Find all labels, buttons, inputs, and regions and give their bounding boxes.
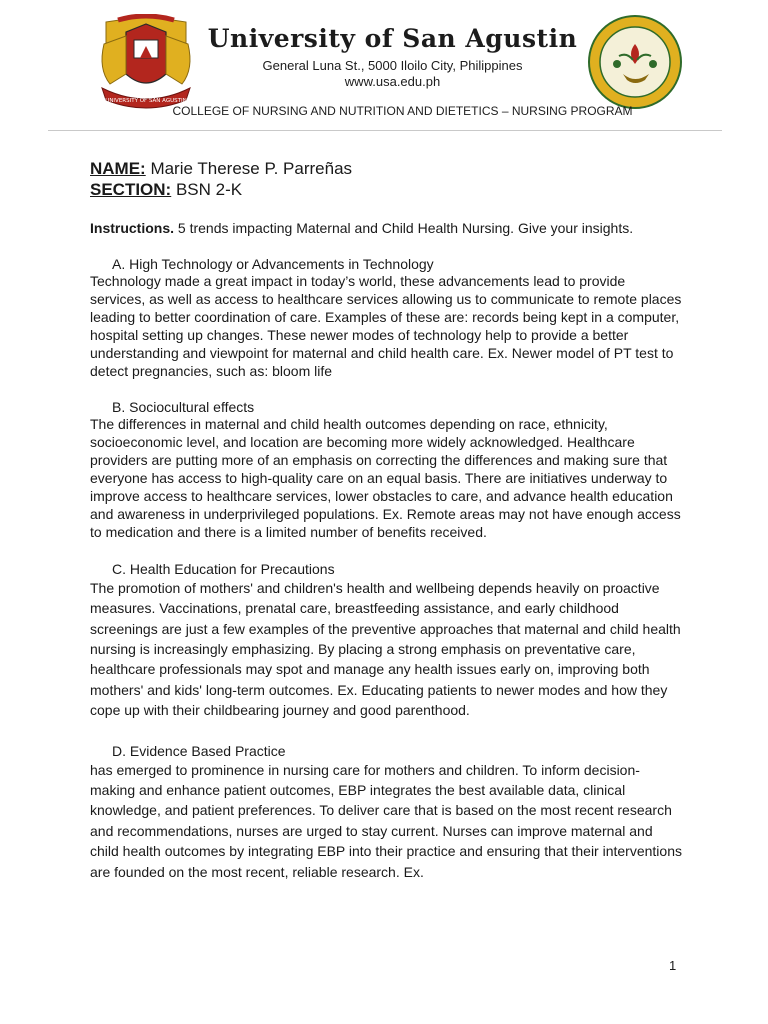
section-field <box>90 179 690 200</box>
section-d-body: has emerged to prominence in nursing care for mothers and children. To inform decision-making and enhance patient outcomes, EBP integrates the best available data, clinical knowledge, and patient preferences. To deliver care that is based on the most recent research and recommendations, nurses are urged to stay current. Nurses can improve maternal and child health outcomes by integrating EBP into their practice and ensuring that their interventions are founded on the most recent, reliable research. Ex. <box>90 761 682 880</box>
university-website: www.usa.edu.ph <box>344 74 441 89</box>
name-value: Marie Therese P. Parreñas <box>145 159 353 178</box>
document-header <box>0 0 768 135</box>
section-label: SECTION: <box>90 180 172 199</box>
header-divider <box>48 130 722 131</box>
university-crest-logo <box>96 14 196 110</box>
crest-banner-text: UNIVERSITY OF SAN AGUSTIN <box>105 98 187 104</box>
section-d-heading: D. Evidence Based Practice <box>112 742 286 759</box>
university-title: University of San Agustin <box>207 24 578 53</box>
instructions <box>90 219 690 237</box>
instructions-text: 5 trends impacting Maternal and Child Health Nursing. Give your insights. <box>174 220 634 236</box>
section-value: BSN 2-K <box>171 180 243 199</box>
section-a-body: Technology made a great impact in today’s world, these advancements lead to provide services, as well as access to healthcare services allowing us to communicate to remote places leading to better coordination of care. Examples of these are: records being kept in a computer, hospital setting up changes. These newer modes of technology help to provide a better understanding and viewpoint for maternal and child health care. Ex. Newer model of PT test to detect pregnancies, such as: bloom life <box>90 273 682 379</box>
college-seal-logo <box>587 14 683 110</box>
document-body <box>90 158 690 882</box>
name-field <box>90 158 690 179</box>
section-b-body: The differences in maternal and child health outcomes depending on race, ethnicity, socioeconomic level, and location are becoming more widely acknowledged. Healthcare providers are putting more of an emphasis on correcting the differences and making sure that everyone has access to high-quality care on an equal basis. There are initiatives underway to improve access to healthcare services, lower obstacles to care, and advance health education and awareness in underprivileged populations. Ex. Remote areas may not have enough access to medication and there is a limited number of benefits received. <box>90 416 681 540</box>
name-label: NAME: <box>90 159 146 178</box>
instructions-label: Instructions. <box>90 220 175 236</box>
page-number: 1 <box>669 958 677 973</box>
section-a-heading: A. High Technology or Advancements in Technology <box>112 256 434 272</box>
university-address: General Luna St., 5000 Iloilo City, Philippines <box>262 58 523 73</box>
section-c-heading: C. Health Education for Precautions <box>112 560 335 577</box>
college-program-line: COLLEGE OF NURSING AND NUTRITION AND DIETETICS – NURSING PROGRAM <box>172 104 633 118</box>
section-c-body: The promotion of mothers' and children's health and wellbeing depends heavily on proactive measures. Vaccinations, prenatal care, breastfeeding assistance, and early childhood screenings are just a few examples of the preventive approaches that maternal and child health nursing is increasingly emphasizing. By placing a strong emphasis on preventative care, healthcare professionals may spot and manage any health issues early on, improving both mothers' and kids' long-term outcomes. Ex. Educating patients to newer modes and how they cope up with their childbearing journey and good parenthood. <box>90 579 681 719</box>
section-b-heading: B. Sociocultural effects <box>112 399 255 416</box>
